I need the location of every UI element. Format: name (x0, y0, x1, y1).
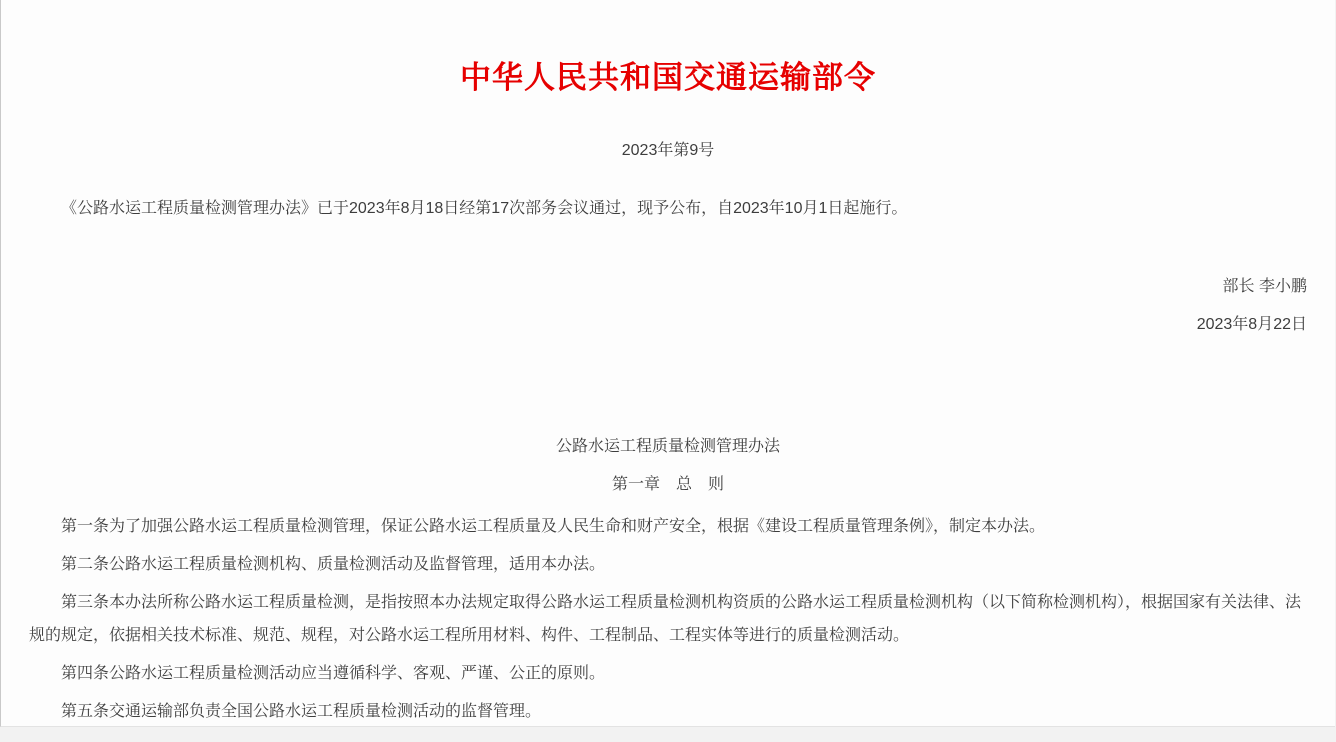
signature-date: 2023年8月22日 (1196, 316, 1307, 333)
regulation-title: 公路水运工程质量检测管理办法 (555, 438, 780, 455)
article-paragraph: 第一条为了加强公路水运工程质量检测管理，保证公路水运工程质量及人民生命和财产安全，根据《建设工程质量管理条例》，制定本办法。 (61, 518, 1046, 535)
chapter-heading: 第一章 总 则 (611, 476, 724, 493)
article-paragraph: 第四条公路水运工程质量检测活动应当遵循科学、客观、严谨、公正的原则。 (61, 665, 606, 682)
decree-title: 中华人民共和国交通运输部令 (460, 60, 876, 95)
article-paragraph: 第三条本办法所称公路水运工程质量检测，是指按照本办法规定取得公路水运工程质量检测机构资质的公路水运工程质量检测机构（以下简称检测机构），根据国家有关法律、法规的规定，依据相关技术标准、规范、规程，对公路水运工程所用材料、构件、工程制品、工程实体等进行的质量检测活动。 (29, 594, 1302, 644)
articles-section (1, 510, 1335, 728)
decree-number: 2023年第9号 (621, 142, 715, 159)
minister-signature: 部长 李小鹏 (1222, 278, 1307, 295)
article-paragraph: 第五条交通运输部负责全国公路水运工程质量检测活动的监督管理。 (61, 703, 542, 720)
announcement-paragraph: 《公路水运工程质量检测管理办法》已于2023年8月18日经第17次部务会议通过，现予公布，自2023年10月1日起施行。 (61, 200, 908, 217)
article-paragraph: 第二条公路水运工程质量检测机构、质量检测活动及监督管理，适用本办法。 (61, 556, 606, 573)
